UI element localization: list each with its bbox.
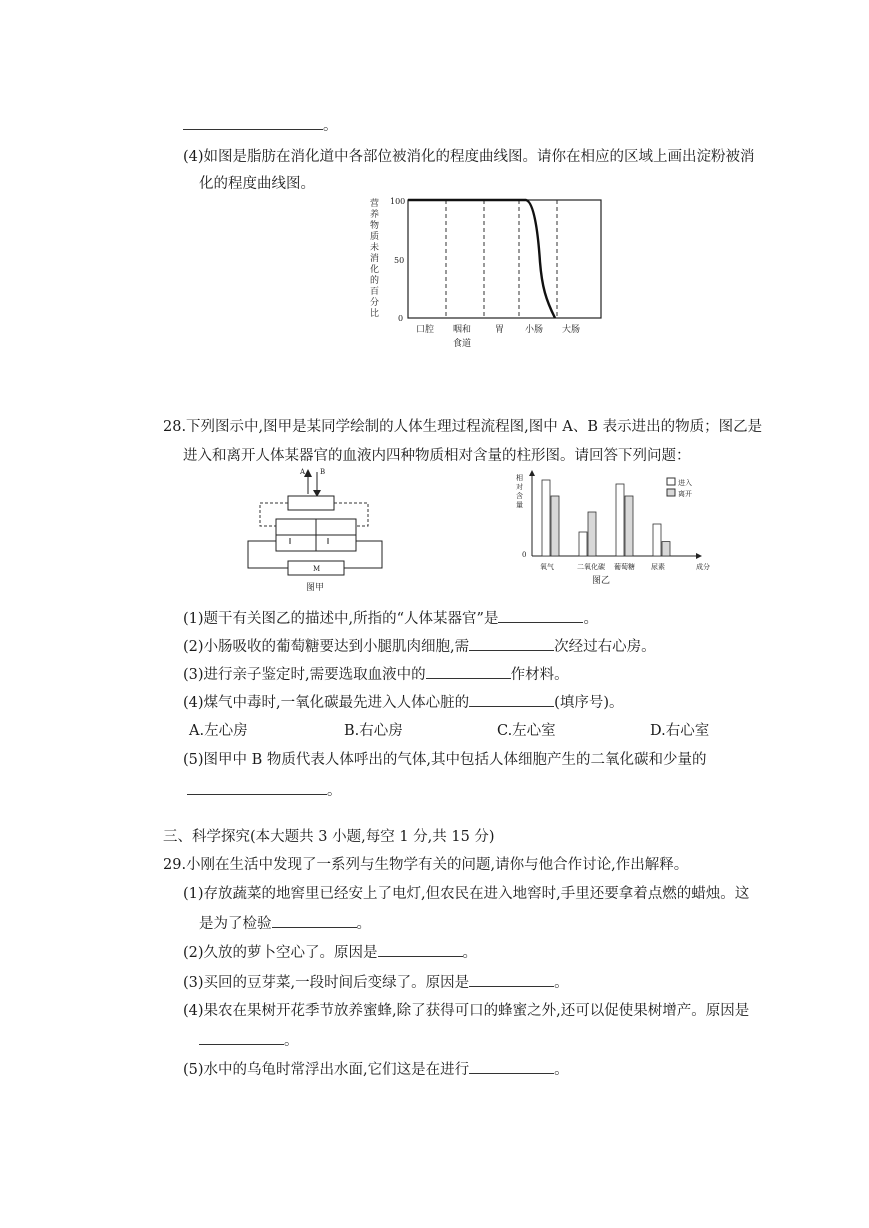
q28-stem-line2: 进入和离开人体某器官的血液内四种物质相对含量的柱形图。请回答下列问题： xyxy=(183,448,691,464)
q27-4-line1: (4)如图是脂肪在消化道中各部位被消化的程度曲线图。请你在相应的区域上画出淀粉被消 xyxy=(183,149,755,165)
section3-title: 三、科学探究(本大题共 3 小题,每空 1 分,共 15 分) xyxy=(163,829,495,845)
q28-p1: (1)题干有关图乙的描述中,所指的“人体某器官”是 。 xyxy=(183,608,598,629)
blank xyxy=(272,913,357,928)
fat-chart-xlabel-small-intestine: 小肠 xyxy=(525,325,544,335)
chart-ylabel: 相对含量 xyxy=(516,474,523,509)
q28-p2: (2)小肠吸收的葡萄糖要达到小腿肌肉细胞,需 次经过右心房。 xyxy=(183,636,656,657)
figure-a-title: 图甲 xyxy=(306,583,325,593)
q29-p1-line2: 是为了检验 。 xyxy=(199,913,371,934)
bar-in-0 xyxy=(542,480,550,556)
top-box xyxy=(288,496,334,510)
fat-chart-xlabel-esophagus: 食道 xyxy=(453,339,472,349)
q29-p4-line1: (4)果农在果树开花季节放养蜜蜂,除了获得可口的蜂蜜之外,还可以促使果树增产。原因是 xyxy=(183,1003,750,1019)
q28-option-b: B.右心房 xyxy=(344,723,403,739)
fat-chart-frame xyxy=(408,200,601,318)
bar-in-2 xyxy=(616,484,624,556)
q28-p5-line1: (5)图甲中 B 物质代表人体呼出的气体,其中包括人体细胞产生的二氧化碳和少量的 xyxy=(183,752,707,768)
q28-option-c: C.左心室 xyxy=(497,723,556,739)
answer-line-top: 。 xyxy=(183,115,338,136)
q28-stem-line1: 28.下列图示中,图甲是某同学绘制的人体生理过程流程图,图中 A、B 表示进出的物质；图乙是 xyxy=(163,419,763,435)
blank xyxy=(469,636,554,651)
figure-a-diagram xyxy=(238,466,398,598)
q29-stem: 29.小刚在生活中发现了一系列与生物学有关的问题,请你与他合作讨论,作出解释。 xyxy=(163,857,689,873)
blank xyxy=(378,942,463,957)
bar-out-2 xyxy=(625,496,633,556)
q29-p1-line1: (1)存放蔬菜的地窖里已经安上了电灯,但农民在进入地窖时,手里还要拿着点燃的蜡烛。这 xyxy=(183,886,750,902)
q28-p3: (3)进行亲子鉴定时,需要选取血液中的 作材料。 xyxy=(183,664,569,685)
fat-chart-xlabel-mouth: 口腔 xyxy=(416,325,435,335)
chart-title: 图乙 xyxy=(592,576,611,586)
blank xyxy=(199,1030,284,1045)
q28-option-d: D.右心室 xyxy=(650,723,710,739)
bar-in-3 xyxy=(653,524,661,556)
q29-p5: (5)水中的乌龟时常浮出水面,它们这是在进行 。 xyxy=(183,1059,569,1080)
label-a: A xyxy=(300,468,306,476)
q27-4-line2: 化的程度曲线图。 xyxy=(199,176,315,192)
chart-category-label: 氧气 xyxy=(540,563,554,571)
blank xyxy=(183,115,323,130)
label-b: B xyxy=(320,468,326,476)
blank xyxy=(469,972,554,987)
legend-swatch-in xyxy=(667,478,675,485)
q29-p2: (2)久放的萝卜空心了。原因是 。 xyxy=(183,942,477,963)
q28-p4: (4)煤气中毒时,一氧化碳最先进入人体心脏的 (填序号)。 xyxy=(183,692,623,713)
fat-chart-ylabel: 营养物质未消化的百分比 xyxy=(370,199,380,319)
blank xyxy=(469,1059,554,1074)
blank xyxy=(469,692,554,707)
bar-out-1 xyxy=(588,512,596,556)
q28-p5-line2: 。 xyxy=(187,780,342,801)
legend-label-in: 进入 xyxy=(678,479,692,487)
bar-out-0 xyxy=(551,496,559,556)
q29-p4-line2: 。 xyxy=(199,1030,299,1051)
fat-chart-ytick-50: 50 xyxy=(394,256,405,265)
chart-xlabel: 成分 xyxy=(696,563,710,571)
fat-chart-xlabel-stomach: 胃 xyxy=(495,325,505,335)
chart-category-label: 二氧化碳 xyxy=(577,563,605,571)
fat-digestion-chart xyxy=(368,192,608,352)
legend-swatch-out xyxy=(667,489,675,496)
fat-digestion-curve xyxy=(408,200,555,318)
blank xyxy=(187,780,327,795)
bar-out-3 xyxy=(662,542,670,556)
chart-category-label: 葡萄糖 xyxy=(614,563,635,571)
fat-chart-ytick-100: 100 xyxy=(390,197,406,206)
q29-p3: (3)买回的豆芽菜,一段时间后变绿了。原因是 。 xyxy=(183,972,569,993)
chart-y-zero: 0 xyxy=(522,551,527,559)
blank xyxy=(426,664,511,679)
legend-label-out: 离开 xyxy=(678,490,692,498)
bar-in-1 xyxy=(579,532,587,556)
fat-chart-xlabel-pharynx: 咽和 xyxy=(453,325,472,335)
blank xyxy=(498,608,583,623)
q28-option-a: A.左心房 xyxy=(189,723,248,739)
figure-b-bar-chart xyxy=(512,468,717,586)
chart-category-label: 尿素 xyxy=(651,563,665,571)
fat-chart-xlabel-large-intestine: 大肠 xyxy=(562,325,581,335)
label-m: M xyxy=(313,565,321,573)
fat-chart-ytick-0: 0 xyxy=(398,314,404,323)
